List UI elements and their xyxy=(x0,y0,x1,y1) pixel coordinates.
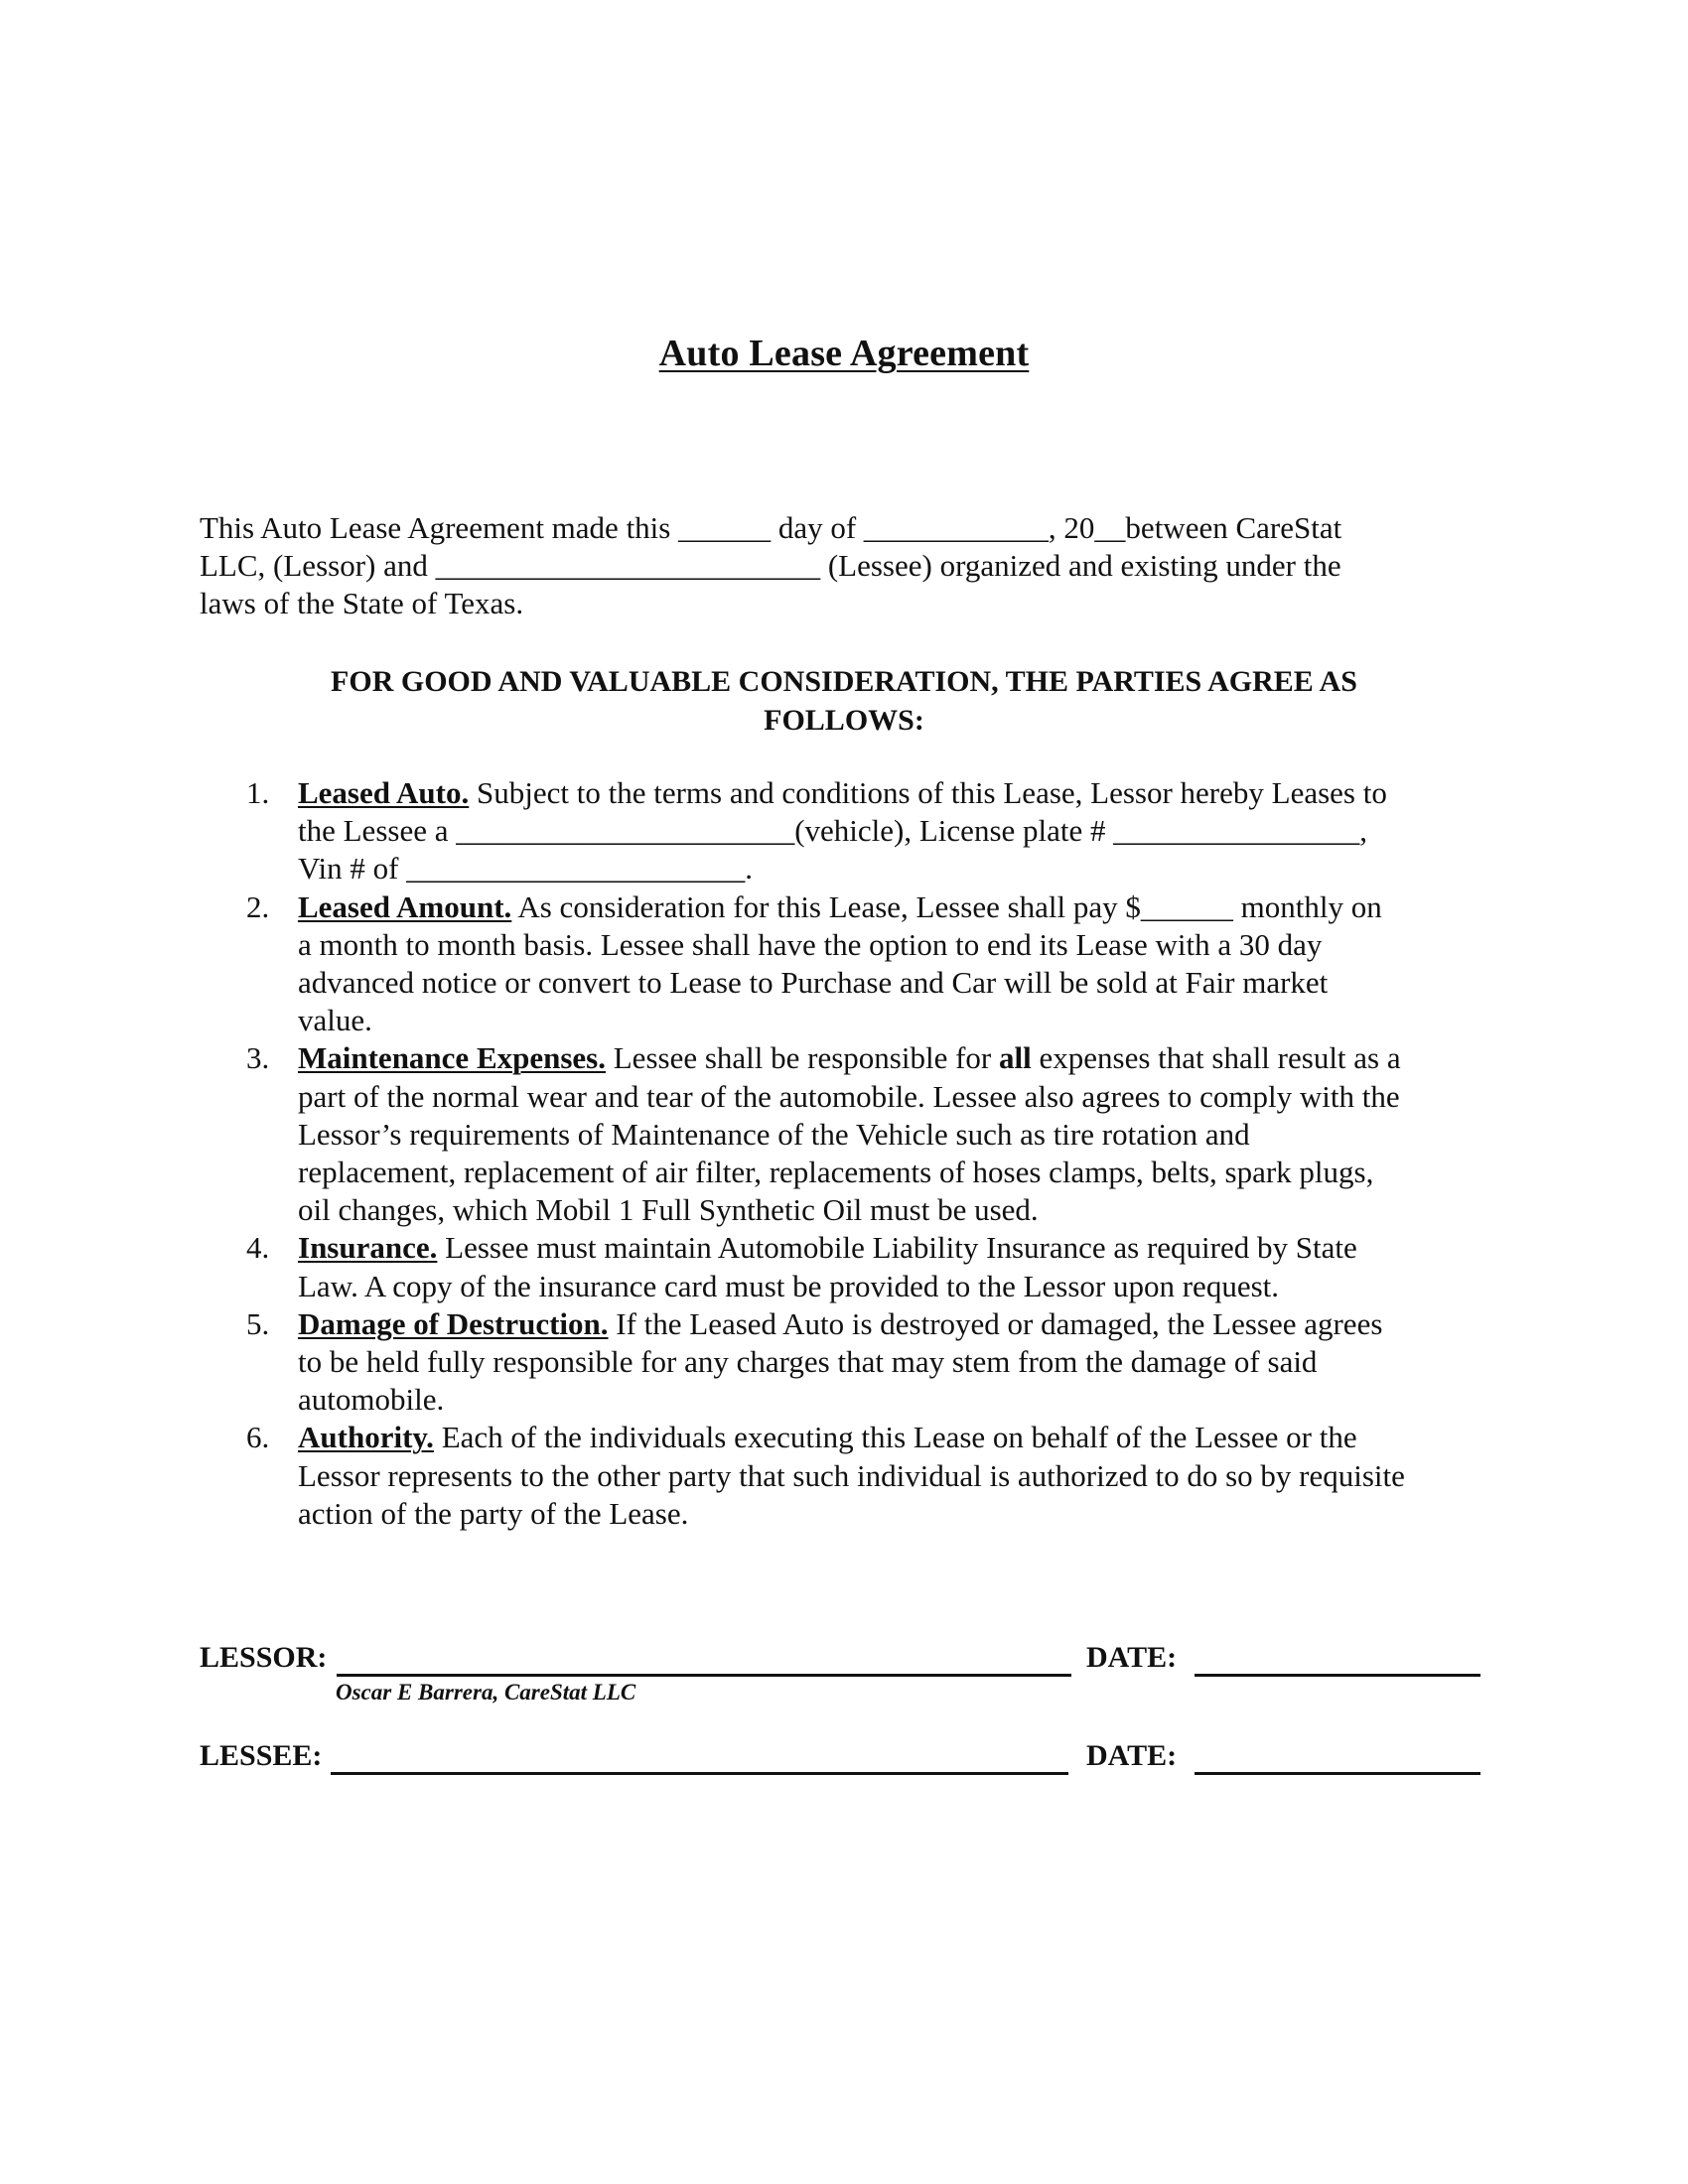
intro-line: This Auto Lease Agreement made this ______ day of ____________, 20__between CareStat xyxy=(200,510,1342,545)
clause-insurance xyxy=(243,1229,1514,1304)
lessor-date-label: DATE: xyxy=(1086,1641,1178,1674)
clause-text: Each of the individuals executing this Lease on behalf of the Lessee or the xyxy=(433,1420,1357,1455)
lessee-label: LESSEE: xyxy=(200,1739,323,1772)
clause-label: Insurance. xyxy=(298,1230,438,1266)
lessee-date-label: DATE: xyxy=(1086,1739,1178,1772)
clause-maintenance-expenses xyxy=(243,1039,1514,1229)
lessor-label: LESSOR: xyxy=(200,1641,328,1674)
clause-line: the Lessee a ______________________(vehicle), License plate # ________________, xyxy=(298,813,1368,849)
clause-line: part of the normal wear and tear of the automobile. Lessee also agrees to comply with the xyxy=(298,1078,1400,1114)
clause-line: to be held fully responsible for any charges that may stem from the damage of said xyxy=(298,1344,1318,1380)
clause-damage-of-destruction xyxy=(243,1305,1514,1420)
lessor-signature-row xyxy=(200,1641,1490,1681)
clause-text: Subject to the terms and conditions of this Lease, Lessor hereby Leases to xyxy=(469,775,1387,810)
clause-text: Lessee shall be responsible for xyxy=(606,1040,999,1076)
intro-line: LLC, (Lessor) and _________________________ (Lessee) organized and existing under the xyxy=(200,548,1341,583)
clause-line: oil changes, which Mobil 1 Full Synthetic Oil must be used. xyxy=(298,1192,1039,1228)
heading-line: FOLLOWS: xyxy=(764,704,924,737)
intro-line: laws of the State of Texas. xyxy=(200,586,524,620)
clause-first-line xyxy=(298,888,1514,926)
clause-line: Lessor’s requirements of Maintenance of the Vehicle such as tire rotation and xyxy=(298,1116,1250,1152)
clause-list xyxy=(243,774,1514,1533)
heading-line: FOR GOOD AND VALUABLE CONSIDERATION, THE PARTIES AGREE AS xyxy=(331,665,1357,698)
document-title: Auto Lease Agreement xyxy=(658,333,1030,374)
clause-first-line xyxy=(298,1419,1514,1456)
clause-label: Maintenance Expenses. xyxy=(298,1040,606,1076)
lessor-date-line[interactable] xyxy=(1195,1674,1480,1677)
clause-line: value. xyxy=(298,1003,372,1038)
clause-label: Leased Auto. xyxy=(298,775,470,810)
clause-line: Vin # of ______________________. xyxy=(298,851,753,887)
clause-text: If the Leased Auto is destroyed or damaged, the Lessee agrees xyxy=(608,1305,1383,1341)
clause-label: Authority. xyxy=(298,1420,434,1455)
intro-paragraph xyxy=(200,509,1490,622)
clause-line: automobile. xyxy=(298,1382,445,1418)
emphasis-all: all xyxy=(999,1040,1032,1076)
clause-line: a month to month basis. Lessee shall have the option to end its Lease with a 30 day xyxy=(298,926,1323,962)
clause-first-line xyxy=(298,1229,1514,1267)
clause-label: Damage of Destruction. xyxy=(298,1305,609,1341)
clause-text: Lessee must maintain Automobile Liability Insurance as required by State xyxy=(437,1230,1357,1266)
clause-text: expenses that shall result as a xyxy=(1031,1040,1401,1076)
clause-authority xyxy=(243,1419,1514,1533)
clause-number: 1. xyxy=(246,775,270,810)
clause-number: 3. xyxy=(246,1040,270,1076)
lessor-signature-line[interactable] xyxy=(337,1674,1071,1677)
lessee-date-line[interactable] xyxy=(1195,1772,1480,1775)
clause-number: 2. xyxy=(246,888,270,924)
clause-leased-auto xyxy=(243,774,1514,888)
consideration-heading xyxy=(199,662,1489,740)
clause-line: action of the party of the Lease. xyxy=(298,1495,689,1531)
clause-line: Law. A copy of the insurance card must be provided to the Lessor upon request. xyxy=(298,1268,1280,1303)
lessee-signature-row xyxy=(200,1739,1490,1779)
clause-line: Lessor represents to the other party that such individual is authorized to do so by requisite xyxy=(298,1457,1405,1493)
lessor-printed-name: Oscar E Barrera, CareStat LLC xyxy=(336,1680,636,1705)
lessee-signature-line[interactable] xyxy=(331,1772,1068,1775)
clause-label: Leased Amount. xyxy=(298,888,512,924)
clause-first-line xyxy=(298,1305,1514,1343)
clause-first-line xyxy=(298,1039,1514,1077)
clause-leased-amount xyxy=(243,888,1514,1040)
clause-line: advanced notice or convert to Lease to Purchase and Car will be sold at Fair market xyxy=(298,965,1329,1001)
clause-number: 5. xyxy=(246,1305,270,1341)
clause-number: 6. xyxy=(246,1420,270,1455)
clause-number: 4. xyxy=(246,1230,270,1266)
clause-line: replacement, replacement of air filter, replacements of hoses clamps, belts, spark plugs, xyxy=(298,1155,1374,1190)
clause-first-line xyxy=(298,774,1514,812)
clause-text: As consideration for this Lease, Lessee shall pay $______ monthly on xyxy=(511,888,1382,924)
